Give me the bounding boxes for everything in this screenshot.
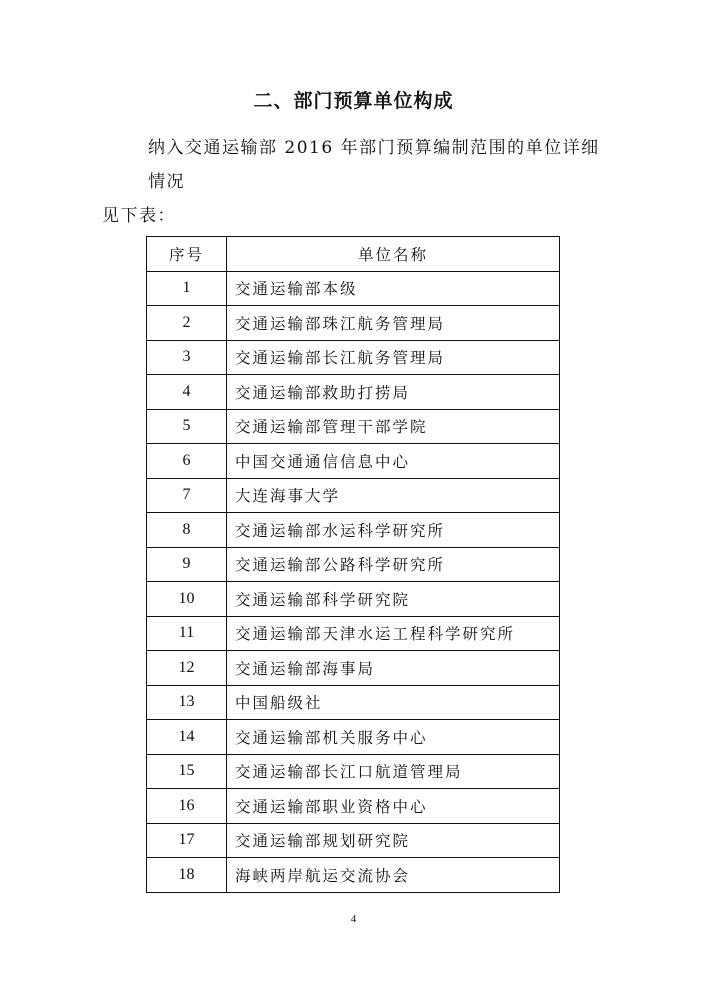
row-unit-name: 大连海事大学 — [227, 478, 560, 513]
row-unit-name: 交通运输部本级 — [227, 271, 560, 306]
row-unit-name: 交通运输部机关服务中心 — [227, 720, 560, 755]
table-row — [147, 306, 560, 341]
row-number: 9 — [147, 547, 227, 582]
row-number: 4 — [147, 375, 227, 410]
intro-line-2: 见下表： — [102, 206, 176, 226]
header-unit-name: 单位名称 — [227, 237, 560, 272]
row-unit-name: 交通运输部长江航务管理局 — [227, 340, 560, 375]
row-number: 11 — [147, 616, 227, 651]
table-body — [147, 271, 560, 892]
table-row — [147, 547, 560, 582]
page-number: 4 — [350, 913, 357, 925]
table-row — [147, 720, 560, 755]
row-number: 14 — [147, 720, 227, 755]
row-number: 17 — [147, 823, 227, 858]
row-number: 16 — [147, 789, 227, 824]
section-title: 二、部门预算单位构成 — [253, 90, 454, 112]
intro-paragraph — [102, 131, 608, 233]
table-row — [147, 271, 560, 306]
table-row — [147, 513, 560, 548]
row-number: 1 — [147, 271, 227, 306]
table-row — [147, 685, 560, 720]
row-unit-name: 交通运输部海事局 — [227, 651, 560, 686]
row-number: 3 — [147, 340, 227, 375]
table-header-row — [147, 237, 560, 272]
row-unit-name: 海峡两岸航运交流协会 — [227, 858, 560, 893]
row-unit-name: 交通运输部天津水运工程科学研究所 — [227, 616, 560, 651]
row-unit-name: 交通运输部水运科学研究所 — [227, 513, 560, 548]
header-number: 序号 — [147, 237, 227, 272]
row-number: 8 — [147, 513, 227, 548]
row-unit-name: 交通运输部规划研究院 — [227, 823, 560, 858]
intro-line-1: 纳入交通运输部 2016 年部门预算编制范围的单位详细情况 — [148, 138, 600, 192]
budget-units-table — [146, 236, 560, 893]
row-number: 12 — [147, 651, 227, 686]
row-unit-name: 中国交通通信信息中心 — [227, 444, 560, 479]
row-unit-name: 交通运输部管理干部学院 — [227, 409, 560, 444]
row-number: 2 — [147, 306, 227, 341]
table-row — [147, 375, 560, 410]
row-unit-name: 交通运输部救助打捞局 — [227, 375, 560, 410]
table-row — [147, 651, 560, 686]
row-unit-name: 中国船级社 — [227, 685, 560, 720]
row-unit-name: 交通运输部公路科学研究所 — [227, 547, 560, 582]
row-number: 5 — [147, 409, 227, 444]
row-unit-name: 交通运输部科学研究院 — [227, 582, 560, 617]
table-row — [147, 823, 560, 858]
table-row — [147, 616, 560, 651]
row-number: 15 — [147, 754, 227, 789]
table-row — [147, 789, 560, 824]
row-number: 18 — [147, 858, 227, 893]
row-number: 10 — [147, 582, 227, 617]
row-number: 7 — [147, 478, 227, 513]
row-number: 13 — [147, 685, 227, 720]
row-unit-name: 交通运输部职业资格中心 — [227, 789, 560, 824]
table-row — [147, 582, 560, 617]
table-row — [147, 444, 560, 479]
table-row — [147, 478, 560, 513]
table-row — [147, 409, 560, 444]
table-row — [147, 340, 560, 375]
row-number: 6 — [147, 444, 227, 479]
table-row — [147, 754, 560, 789]
row-unit-name: 交通运输部长江口航道管理局 — [227, 754, 560, 789]
row-unit-name: 交通运输部珠江航务管理局 — [227, 306, 560, 341]
table-row — [147, 858, 560, 893]
